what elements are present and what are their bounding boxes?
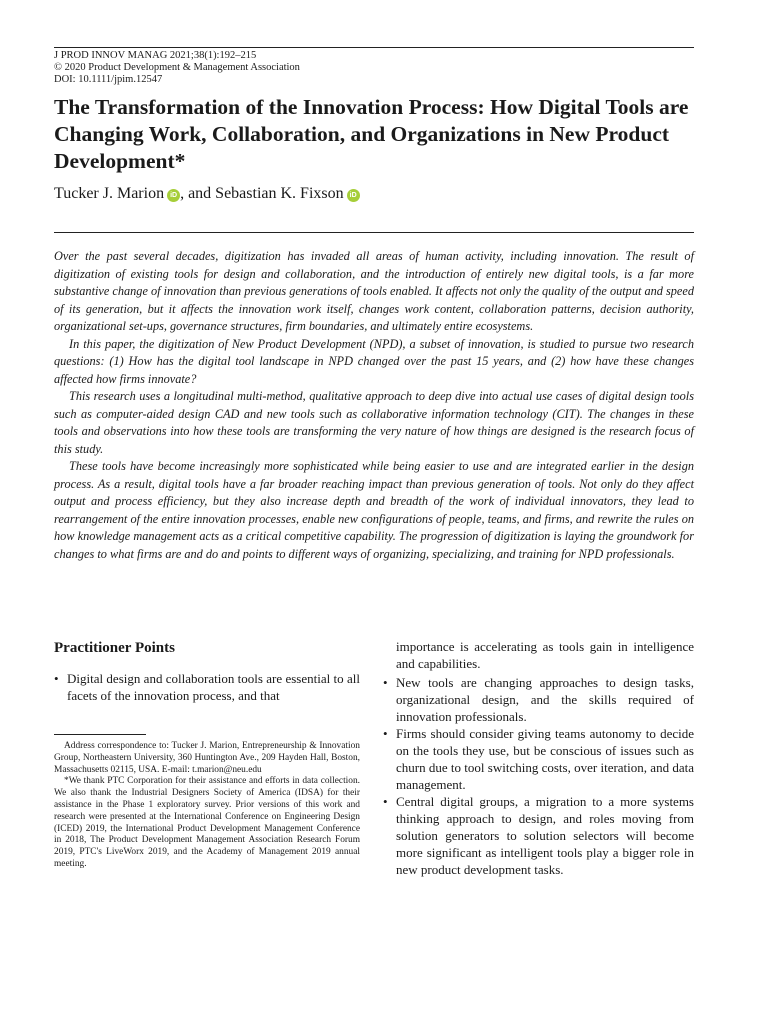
footnote-rule <box>54 734 146 735</box>
correspondence-note: Address correspondence to: Tucker J. Marion, Entrepreneurship & Innovation Group, Northeastern University, 360 Huntington Ave., 209 Hayden Hall, Boston, Massachusetts 02115, USA. E-mail: t.marion@neu.edu <box>54 741 360 775</box>
abstract-paragraph: In this paper, the digitization of New Product Development (NPD), a subset of innovation, is studied to pursue two research questions: (1) How has the digital tool landscape in NPD changed over the past 15 years, and (2) how have these changes affected how firms innovate? <box>54 336 694 386</box>
abstract-paragraph: Over the past several decades, digitization has invaded all areas of human activity, including innovation. The result of digitization of existing tools for design and collaboration, and the introduction of entirely new digital tools, is a far more substantive change of innovation than previous generations of tools enabled. It affects not only the quality of the output and speed of its generation, but it affects the innovation work itself, changes work content, collaboration patterns, decision authority, organizational set-ups, governance structures, firm boundaries, and ultimately entire ecosystems. <box>54 249 694 333</box>
left-column <box>54 638 360 704</box>
author-line <box>54 184 360 204</box>
bullet-continuation: importance is accelerating as tools gain in intelligence and capabilities. <box>396 639 694 671</box>
bullet-item: • Central digital groups, a migration to a more systems thinking approach to design, and roles moving from solution generators to solution selectors will become more significant as intelligent tools play a bigger role in new product development tasks. <box>383 793 694 878</box>
practitioner-points-heading: Practitioner Points <box>54 640 175 656</box>
copyright-line: © 2020 Product Development & Management Association <box>54 62 300 73</box>
bullet-item: • Firms should consider giving teams autonomy to decide on the tools they use, but be conscious of issues such as churn due to tool switching costs, over iteration, and data management. <box>383 725 694 793</box>
doi-line: DOI: 10.1111/jpim.12547 <box>54 74 163 85</box>
footnotes <box>54 741 360 871</box>
right-column <box>383 638 694 878</box>
bullet-item: • New tools are changing approaches to design tasks, organizational design, and the skills required of innovation professionals. <box>383 674 694 725</box>
abstract-paragraph: This research uses a longitudinal multi-method, qualitative approach to deep dive into actual use cases of digital design tools such as computer-aided design CAD and new tools such as collaborative information technology (CIT). The changes in these tools and observations into how these tools are transforming the very nature of how things are designed is the research focus of this study. <box>54 389 694 456</box>
abstract-rule <box>54 232 694 233</box>
author-name-marion[interactable]: Tucker J. Marion <box>54 185 165 202</box>
practitioner-points-list <box>383 674 694 878</box>
journal-meta <box>54 50 300 86</box>
author-name-fixson[interactable]: , and Sebastian K. Fixson <box>180 185 344 202</box>
header-rule <box>54 47 694 48</box>
bullet-item: • Digital design and collaboration tools are essential to all facets of the innovation process, and that <box>54 670 360 704</box>
journal-citation: J PROD INNOV MANAG 2021;38(1):192–215 <box>54 50 257 61</box>
orcid-icon[interactable]: iD <box>347 189 360 202</box>
acknowledgement-note: *We thank PTC Corporation for their assistance and efforts in data collection. We also thank the Industrial Designers Society of America (IDSA) for their assistance in the Phase 1 exploratory survey. Prior versions of this work and research were presented at the International Conference on Engineering Design (ICED) 2019, the International Product Development Management Conference in 2018, The Product Development Management Association Research Forum 2019, PTC's LiveWorx 2019, and the Academy of Management 2019 annual meeting. <box>54 776 360 869</box>
orcid-icon[interactable]: iD <box>167 189 180 202</box>
abstract-paragraph: These tools have become increasingly more sophisticated while being easier to use and are integrated earlier in the design process. As a result, digital tools have a far broader reaching impact than previous generation of tools. Not only do they affect output and process efficiency, but they also increase depth and breadth of the work of individual innovators, they lead to rearrangement of the entire innovation processes, enable new configurations of people, teams, and firms, and rewrite the rules on how knowledge management acts as a critical competitive capability. The progression of digitization is laying the groundwork for changes to what firms are and do and points to different ways of organizing, specializing, and training for NPD professionals. <box>54 459 694 561</box>
article-title: The Transformation of the Innovation Process: How Digital Tools are Changing Work, Collaboration, and Organizations in New Product Development* <box>54 95 689 173</box>
practitioner-points-list <box>54 670 360 704</box>
abstract <box>54 248 694 563</box>
